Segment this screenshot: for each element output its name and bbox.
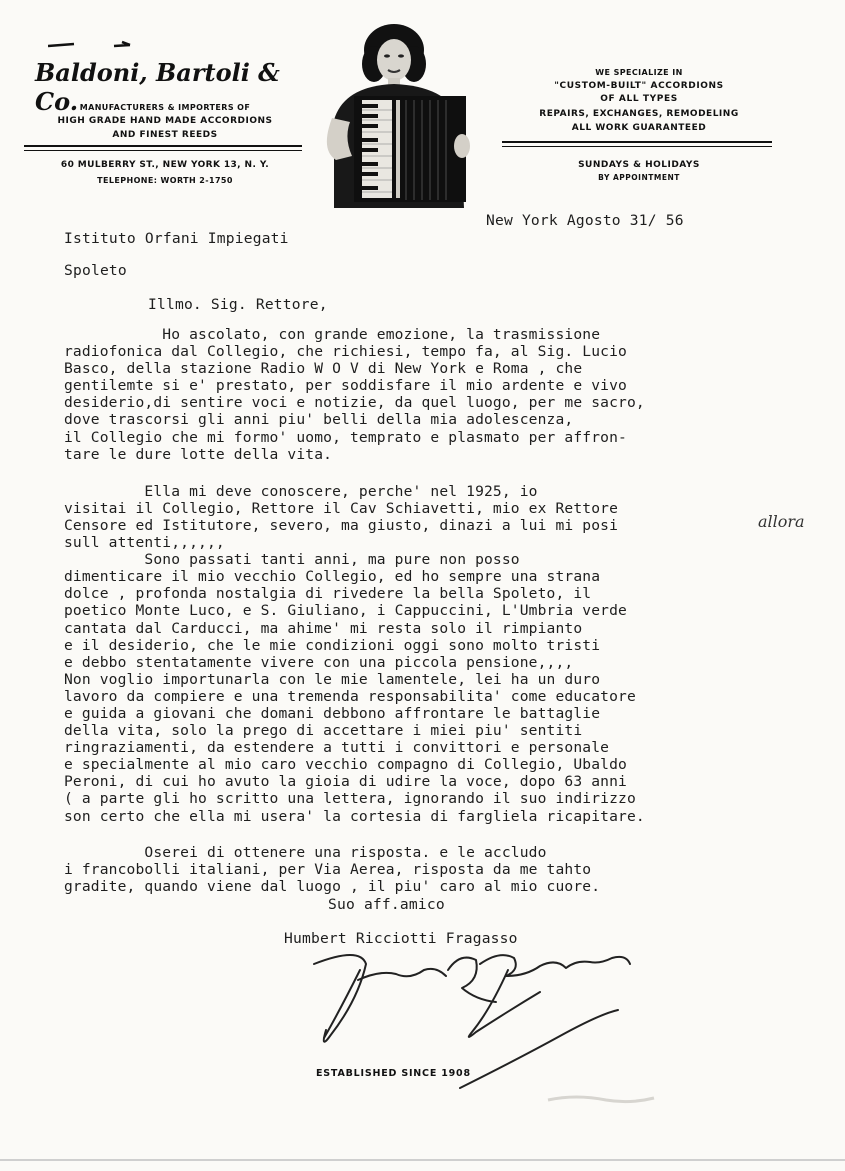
salutation: Illmo. Sig. Rettore, [148, 296, 328, 313]
body-line: dimenticare il mio vecchio Collegio, ed ho sempre una strana [64, 568, 601, 586]
body-line: desiderio,di sentire voci e notizie, da quel luogo, per me sacro, [64, 394, 645, 412]
paragraph-1 [64, 326, 804, 463]
body-line: Ella mi deve conoscere, perche' nel 1925, io [64, 482, 538, 500]
letterhead-line-3: AND FINEST REEDS [112, 130, 218, 140]
letterhead-right-2: "CUSTOM-BUILT" ACCORDIONS [554, 81, 724, 91]
body-line: e guida a giovani che domani debbono affrontare le battaglie [64, 704, 601, 722]
body-line: Oserei di ottenere una risposta. e le accludo [64, 843, 547, 861]
body-line: Sono passati tanti anni, ma pure non posso [64, 551, 520, 569]
body-line: il Collegio che mi formo' uomo, temprato e plasmato per affron- [64, 428, 627, 446]
signer-name: Humbert Ricciotti Fragasso [284, 930, 518, 947]
body-line: visitai il Collegio, Rettore il Cav Schiavetti, mio ex Rettore [64, 499, 619, 517]
body-line: Non voglio importunarla con le mie lamentele, lei ha un duro [64, 670, 601, 688]
body-line: e debbo stentatamente vivere con una piccola pensione,,,, [64, 653, 574, 671]
letterhead-telephone: TELEPHONE: WORTH 2-1750 [97, 176, 233, 185]
letterhead-right-4: REPAIRS, EXCHANGES, REMODELING [539, 109, 739, 119]
letterhead-rule-left [24, 145, 302, 147]
letter-body [64, 326, 804, 895]
body-line: ( a parte gli ho scritto una lettera, ignorando il suo indirizzo [64, 790, 636, 808]
recipient-line-1: Istituto Orfani Impiegati [64, 230, 289, 247]
letterhead-right-3: OF ALL TYPES [600, 94, 678, 104]
established-footer: ESTABLISHED SINCE 1908 [316, 1068, 471, 1079]
body-line: ringraziamenti, da estendere a tutti i convittori e personale [64, 739, 610, 757]
letter-date: New York Agosto 31/ 56 [486, 212, 684, 229]
accordion-player-photo [314, 20, 484, 208]
company-name: Baldoni, Bartoli & Co. [35, 58, 280, 116]
body-line: radiofonica dal Collegio, che richiesi, tempo fa, al Sig. Lucio [64, 343, 627, 361]
body-line: Peroni, di cui ho avuto la gioia di udire la voce, dopo 63 anni [64, 773, 627, 791]
letterhead-right-1: WE SPECIALIZE IN [595, 68, 683, 77]
body-line: e il desiderio, che le mie condizioni oggi sono molto tristi [64, 636, 601, 654]
letterhead-rule-left-thin [24, 150, 302, 151]
letterhead-address: 60 MULBERRY ST., NEW YORK 13, N. Y. [60, 160, 270, 170]
body-line: Censore ed Istitutore, severo, ma giusto, dinazi a lui mi posi [64, 516, 619, 534]
body-line: poetico Monte Luco, e S. Giuliano, i Cappuccini, L'Umbria verde [64, 602, 627, 620]
closing: Suo aff.amico [328, 896, 445, 913]
paragraph-3 [64, 844, 804, 895]
letterhead-right-5: ALL WORK GUARANTEED [571, 123, 707, 133]
handwritten-note: allora [758, 512, 805, 531]
body-line: lavoro da compiere e una tremenda responsabilita' come educatore [64, 687, 636, 705]
dash-marks [48, 40, 138, 52]
body-line: tare le dure lotte della vita. [64, 445, 333, 463]
letterhead-rule-right [502, 141, 772, 143]
letterhead-rule-right-thin [502, 146, 772, 147]
letterhead-line-1: MANUFACTURERS & IMPORTERS OF [79, 103, 251, 112]
body-line: gentilemte si e' prestato, per soddisfare il mio ardente e vivo [64, 377, 627, 395]
body-line: sull attenti,,,,,, [64, 534, 225, 552]
body-line: dolce , profonda nostalgia di rivedere la bella Spoleto, il [64, 585, 592, 603]
body-line: gradite, quando viene dal luogo , il piu' caro al mio cuore. [64, 877, 601, 895]
body-line: Ho ascolato, con grande emozione, la trasmissione [64, 326, 601, 343]
paragraph-2 [64, 483, 804, 825]
recipient-line-2: Spoleto [64, 262, 127, 279]
faint-stamp-mark [546, 1092, 656, 1106]
body-line: cantata dal Carducci, ma ahime' mi resta solo il rimpianto [64, 619, 583, 637]
body-line: e specialmente al mio caro vecchio compagno di Collegio, Ubaldo [64, 756, 627, 774]
body-line: i francobolli italiani, per Via Aerea, risposta da me tahto [64, 860, 592, 878]
body-line: son certo che ella mi usera' la cortesia di fargliela ricapitare. [64, 807, 645, 825]
letterhead-line-2: HIGH GRADE HAND MADE ACCORDIONS [57, 116, 273, 126]
letterhead-right-6: SUNDAYS & HOLIDAYS [578, 160, 700, 170]
body-line: dove trascorsi gli anni piu' belli della mia adolescenza, [64, 411, 574, 429]
letterhead-right-7: BY APPOINTMENT [598, 173, 680, 182]
body-line: della vita, solo la prego di accettare i miei piu' sentiti [64, 722, 583, 740]
body-line: Basco, della stazione Radio W O V di New York e Roma , che [64, 360, 583, 378]
